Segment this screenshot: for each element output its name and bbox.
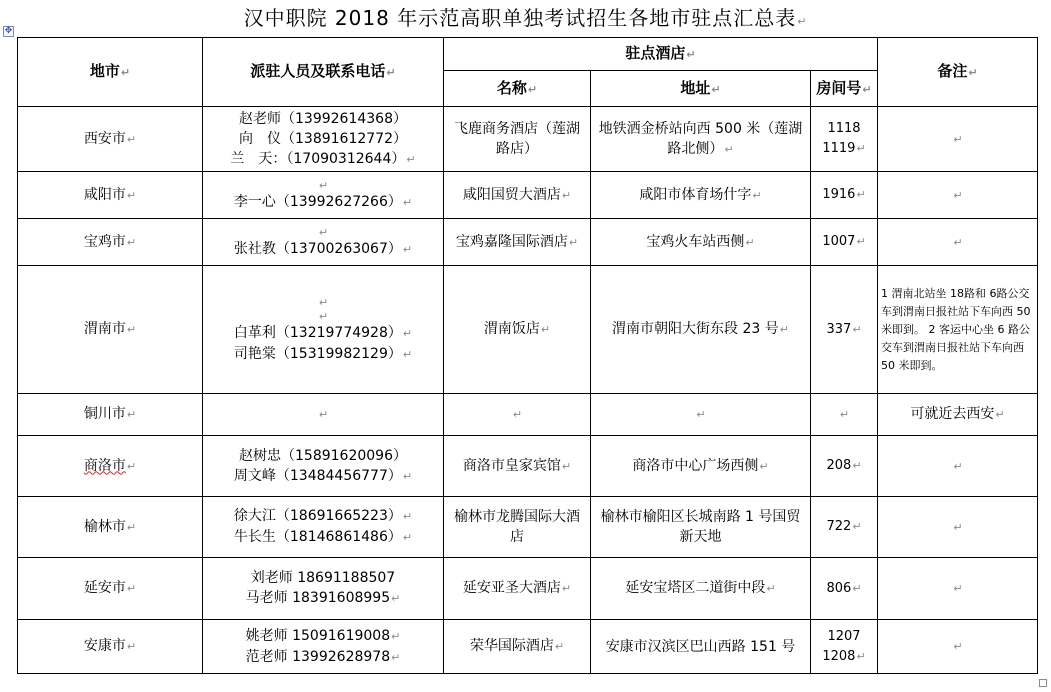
header-room: 房间号↵ <box>811 71 878 107</box>
cell-room: 1007↵ <box>811 219 878 266</box>
cell-room: 337↵ <box>811 266 878 394</box>
header-city: 地市↵ <box>18 38 203 107</box>
cell-staff: 徐大江（18691665223）↵ 牛长生（18146861486）↵ <box>203 497 444 558</box>
cell-address: ↵ <box>591 394 811 436</box>
cell-staff: 姚老师 15091619008↵ 范老师 13992628978↵ <box>203 620 444 674</box>
cell-address: 安康市汉滨区巴山西路 151 号 <box>591 620 811 674</box>
cell-hotel: 宝鸡嘉隆国际酒店↵ <box>444 219 591 266</box>
cell-hotel: 榆林市龙腾国际大酒店 <box>444 497 591 558</box>
cell-city: 西安市↵ <box>18 107 203 172</box>
cell-address: 咸阳市体育场什字↵ <box>591 172 811 219</box>
cell-staff: 赵树忠（15891620096） 周文峰（13484456777）↵ <box>203 436 444 497</box>
cell-hotel: 荣华国际酒店↵ <box>444 620 591 674</box>
cell-city: 安康市↵ <box>18 620 203 674</box>
cell-note: ↵ <box>878 436 1038 497</box>
cell-city: 榆林市↵ <box>18 497 203 558</box>
table-row <box>18 172 1038 219</box>
cell-address: 地铁洒金桥站向西 500 米（莲湖路北侧）↵ <box>591 107 811 172</box>
cell-address: 榆林市榆阳区长城南路 1 号国贸新天地 <box>591 497 811 558</box>
table-row <box>18 266 1038 394</box>
table-row <box>18 394 1038 436</box>
cell-address: 渭南市朝阳大街东段 23 号↵ <box>591 266 811 394</box>
cell-staff: ↵ <box>203 394 444 436</box>
cell-city: 商洛市↵ <box>18 436 203 497</box>
cell-staff: 赵老师（13992614368） 向 仪（13891612772） 兰 天：（17090312644）↵ <box>203 107 444 172</box>
cell-room: 208↵ <box>811 436 878 497</box>
header-hotel-group: 驻点酒店↵ <box>444 38 878 71</box>
cell-staff: ↵ 李一心（13992627266）↵ <box>203 172 444 219</box>
cell-address: 宝鸡火车站西侧↵ <box>591 219 811 266</box>
cell-room: 1207 1208↵ <box>811 620 878 674</box>
cell-city: 宝鸡市↵ <box>18 219 203 266</box>
cell-room: 1916↵ <box>811 172 878 219</box>
header-note: 备注↵ <box>878 38 1038 107</box>
header-staff: 派驻人员及联系电话↵ <box>203 38 444 107</box>
cell-note: ↵ <box>878 172 1038 219</box>
cell-city: 渭南市↵ <box>18 266 203 394</box>
document-title: 汉中职院 2018 年示范高职单独考试招生各地市驻点汇总表↵ <box>243 6 808 30</box>
cell-city: 延安市↵ <box>18 558 203 620</box>
cell-hotel: 渭南饭店↵ <box>444 266 591 394</box>
cell-hotel: ↵ <box>444 394 591 436</box>
cell-hotel: 飞鹿商务酒店（莲湖路店） <box>444 107 591 172</box>
table-row <box>18 219 1038 266</box>
cell-staff: ↵ 张社教（13700263067）↵ <box>203 219 444 266</box>
cell-room: 806↵ <box>811 558 878 620</box>
table-row <box>18 497 1038 558</box>
table-row <box>18 620 1038 674</box>
cell-city: 铜川市↵ <box>18 394 203 436</box>
cell-note: 1 渭南北站坐 18路和 6路公交车到渭南日报社站下车向西 50 米即到。 2 客运中心坐 6 路公交车到渭南日报社站下车向西 50 米即到。 <box>878 266 1038 394</box>
cell-address: 延安宝塔区二道街中段↵ <box>591 558 811 620</box>
cell-address: 商洛市中心广场西侧↵ <box>591 436 811 497</box>
cell-note: 可就近去西安↵ <box>878 394 1038 436</box>
table-row <box>18 436 1038 497</box>
table-resize-handle[interactable] <box>1039 679 1047 687</box>
table-row <box>18 107 1038 172</box>
cell-hotel: 咸阳国贸大酒店↵ <box>444 172 591 219</box>
cell-note: ↵ <box>878 558 1038 620</box>
cell-city: 咸阳市↵ <box>18 172 203 219</box>
summary-table <box>17 37 1038 674</box>
cell-staff: 刘老师 18691188507 马老师 18391608995↵ <box>203 558 444 620</box>
cell-staff: ↵ ↵ 白革利（13219774928）↵ 司艳棠（15319982129）↵ <box>203 266 444 394</box>
cell-room: 722↵ <box>811 497 878 558</box>
cell-room: ↵ <box>811 394 878 436</box>
cell-hotel: 延安亚圣大酒店↵ <box>444 558 591 620</box>
table-row <box>18 558 1038 620</box>
cell-note: ↵ <box>878 219 1038 266</box>
cell-note: ↵ <box>878 497 1038 558</box>
header-hotel-name: 名称↵ <box>444 71 591 107</box>
cell-note: ↵ <box>878 620 1038 674</box>
cell-note: ↵ <box>878 107 1038 172</box>
header-address: 地址↵ <box>591 71 811 107</box>
cell-hotel: 商洛市皇家宾馆↵ <box>444 436 591 497</box>
table-move-handle-icon[interactable]: ✥ <box>4 26 13 36</box>
cell-room: 1118 1119↵ <box>811 107 878 172</box>
